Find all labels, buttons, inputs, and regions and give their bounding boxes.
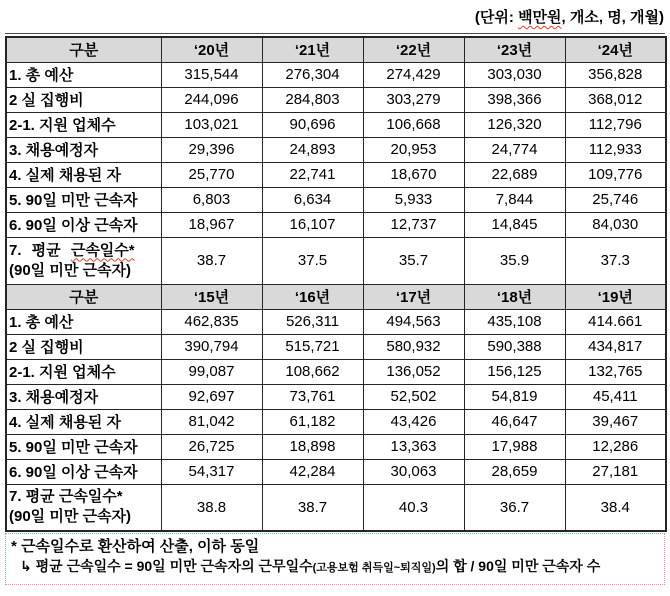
row-label-spellchecked-word: 근속일수* [70, 241, 135, 259]
value-cell: 99,087 [161, 359, 262, 384]
table-row [6, 459, 666, 484]
value-cell: 61,182 [262, 409, 363, 434]
header-gubun: 구분 [6, 37, 161, 62]
value-cell: 368,012 [565, 87, 666, 112]
row-label-line1: 7. 평균 근속일수* [9, 488, 123, 506]
value-cell: 25,770 [161, 162, 262, 187]
footnote-box [5, 533, 665, 585]
value-cell: 414.661 [565, 309, 666, 334]
value-cell: 46,647 [464, 409, 565, 434]
value-cell: 390,794 [161, 334, 262, 359]
value-cell: 28,659 [464, 459, 565, 484]
value-cell: 38.4 [565, 484, 666, 531]
value-cell: 81,042 [161, 409, 262, 434]
header-year: ‘15년 [161, 284, 262, 309]
value-cell: 37.3 [565, 237, 666, 284]
table-row [6, 384, 666, 409]
value-cell: 13,363 [363, 434, 464, 459]
yearly-stats-table [5, 36, 667, 532]
row-label: 2 실 집행비 [6, 334, 161, 359]
row-label: 4. 실제 채용된 자 [6, 409, 161, 434]
table2-header-row [6, 284, 666, 309]
value-cell: 590,388 [464, 334, 565, 359]
value-cell: 12,286 [565, 434, 666, 459]
value-cell: 18,967 [161, 212, 262, 237]
header-year: ‘19년 [565, 284, 666, 309]
value-cell: 6,803 [161, 187, 262, 212]
value-cell: 40.3 [363, 484, 464, 531]
value-cell: 90,696 [262, 112, 363, 137]
value-cell: 132,765 [565, 359, 666, 384]
header-year: ‘24년 [565, 37, 666, 62]
value-cell: 35.9 [464, 237, 565, 284]
value-cell: 108,662 [262, 359, 363, 384]
footnote-line2-text: 평균 근속일수 = 90일 미만 근속자의 근무일수 [35, 558, 313, 574]
value-cell: 315,544 [161, 62, 262, 87]
value-cell: 112,796 [565, 112, 666, 137]
table-row [6, 434, 666, 459]
value-cell: 515,721 [262, 334, 363, 359]
table-row [6, 137, 666, 162]
value-cell: 92,697 [161, 384, 262, 409]
row-label [6, 237, 161, 284]
value-cell: 435,108 [464, 309, 565, 334]
table-top-rule [5, 33, 665, 34]
value-cell: 126,320 [464, 112, 565, 137]
value-cell: 303,030 [464, 62, 565, 87]
header-year: ‘21년 [262, 37, 363, 62]
value-cell: 26,725 [161, 434, 262, 459]
value-cell: 54,317 [161, 459, 262, 484]
row-label: 5. 90일 미만 근속자 [6, 187, 161, 212]
footnote-line2-tail: 의 합 / 90일 미만 근속자 수 [435, 558, 601, 574]
value-cell: 18,898 [262, 434, 363, 459]
header-year: ‘16년 [262, 284, 363, 309]
table-row [6, 359, 666, 384]
value-cell: 5,933 [363, 187, 464, 212]
value-cell: 37.5 [262, 237, 363, 284]
header-gubun: 구분 [6, 284, 161, 309]
value-cell: 7,844 [464, 187, 565, 212]
value-cell: 45,411 [565, 384, 666, 409]
row-label: 5. 90일 미만 근속자 [6, 434, 161, 459]
value-cell: 103,021 [161, 112, 262, 137]
value-cell: 274,429 [363, 62, 464, 87]
value-cell: 156,125 [464, 359, 565, 384]
table-row [6, 334, 666, 359]
footnote-line1: * 근속일수로 환산하여 산출, 이하 동일 [11, 538, 260, 555]
value-cell: 526,311 [262, 309, 363, 334]
footnote-line2-small: (고용보험 취득일~퇴직일) [312, 562, 436, 574]
row-label: 6. 90일 이상 근속자 [6, 459, 161, 484]
row-label: 2-1. 지원 업체수 [6, 112, 161, 137]
value-cell: 20,953 [363, 137, 464, 162]
value-cell: 27,181 [565, 459, 666, 484]
value-cell: 462,835 [161, 309, 262, 334]
row-label: 2-1. 지원 업체수 [6, 359, 161, 384]
table-row [6, 62, 666, 87]
value-cell: 22,689 [464, 162, 565, 187]
value-cell: 22,741 [262, 162, 363, 187]
row-label: 3. 채용예정자 [6, 137, 161, 162]
table-row [6, 484, 666, 531]
value-cell: 434,817 [565, 334, 666, 359]
unit-note [5, 2, 665, 33]
row-label: 1. 총 예산 [6, 62, 161, 87]
row-label: 6. 90일 이상 근속자 [6, 212, 161, 237]
value-cell: 35.7 [363, 237, 464, 284]
header-year: ‘23년 [464, 37, 565, 62]
value-cell: 38.7 [262, 484, 363, 531]
table-row [6, 237, 666, 284]
unit-note-spellchecked-word: 백만원 [518, 9, 562, 26]
table-row [6, 162, 666, 187]
row-label [6, 484, 161, 531]
table-row [6, 212, 666, 237]
value-cell: 12,737 [363, 212, 464, 237]
table1-header-row [6, 37, 666, 62]
value-cell: 303,279 [363, 87, 464, 112]
value-cell: 580,932 [363, 334, 464, 359]
value-cell: 6,634 [262, 187, 363, 212]
return-arrow-icon: ↳ [20, 558, 36, 574]
value-cell: 25,746 [565, 187, 666, 212]
value-cell: 38.8 [161, 484, 262, 531]
table-row [6, 87, 666, 112]
value-cell: 30,063 [363, 459, 464, 484]
table-row [6, 309, 666, 334]
row-label-line1: 7. 평균 [9, 241, 71, 259]
value-cell: 109,776 [565, 162, 666, 187]
value-cell: 39,467 [565, 409, 666, 434]
row-label: 4. 실제 채용된 자 [6, 162, 161, 187]
value-cell: 398,366 [464, 87, 565, 112]
value-cell: 29,396 [161, 137, 262, 162]
value-cell: 244,096 [161, 87, 262, 112]
value-cell: 18,670 [363, 162, 464, 187]
value-cell: 14,845 [464, 212, 565, 237]
value-cell: 38.7 [161, 237, 262, 284]
row-label: 3. 채용예정자 [6, 384, 161, 409]
unit-note-prefix: (단위: [474, 9, 519, 26]
header-year: ‘22년 [363, 37, 464, 62]
value-cell: 24,893 [262, 137, 363, 162]
value-cell: 276,304 [262, 62, 363, 87]
footnote-line2 [11, 557, 659, 578]
value-cell: 73,761 [262, 384, 363, 409]
value-cell: 52,502 [363, 384, 464, 409]
value-cell: 54,819 [464, 384, 565, 409]
row-label-line2: (90일 미만 근속자) [9, 508, 131, 526]
value-cell: 284,803 [262, 87, 363, 112]
value-cell: 106,668 [363, 112, 464, 137]
row-label: 2 실 집행비 [6, 87, 161, 112]
value-cell: 16,107 [262, 212, 363, 237]
unit-note-suffix: , 개소, 명, 개월) [561, 9, 664, 26]
value-cell: 136,052 [363, 359, 464, 384]
header-year: ‘18년 [464, 284, 565, 309]
value-cell: 494,563 [363, 309, 464, 334]
value-cell: 84,030 [565, 212, 666, 237]
value-cell: 36.7 [464, 484, 565, 531]
value-cell: 112,933 [565, 137, 666, 162]
value-cell: 43,426 [363, 409, 464, 434]
header-year: ‘17년 [363, 284, 464, 309]
header-year: ‘20년 [161, 37, 262, 62]
row-label: 1. 총 예산 [6, 309, 161, 334]
table-row [6, 409, 666, 434]
table-row [6, 112, 666, 137]
value-cell: 42,284 [262, 459, 363, 484]
value-cell: 24,774 [464, 137, 565, 162]
table-row [6, 187, 666, 212]
row-label-line2: (90일 미만 근속자) [9, 261, 131, 279]
value-cell: 356,828 [565, 62, 666, 87]
value-cell: 17,988 [464, 434, 565, 459]
